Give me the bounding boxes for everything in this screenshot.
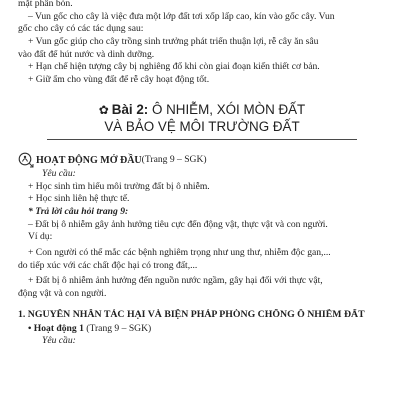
text-line: + Đất bị ô nhiễm ảnh hưởng đến nguồn nước ngầm, gây hại đối với thực vật,	[28, 275, 323, 287]
text-line: + Giữ ẩm cho vùng đất để rễ cây hoạt động tốt.	[28, 73, 210, 85]
text-line: + Học sinh liên hệ thực tế.	[28, 193, 130, 205]
lesson-title-line1: Ô NHIỄM, XÓI MÒN ĐẤT	[148, 101, 306, 117]
requirement-label: Yêu cầu:	[42, 168, 76, 180]
requirement-label: Yêu cầu:	[42, 335, 76, 347]
text-line: – Vun gốc cho cây là việc đưa một lớp đất tơi xốp lấp cao, kín vào gốc cây. Vun	[28, 10, 335, 22]
text-line: mặt phân bón.	[18, 0, 73, 9]
text-line: – Đất bị ô nhiễm gây ảnh hưởng tiêu cực đến động vật, thực vật và con người.	[28, 218, 328, 230]
activity-1-heading	[18, 323, 386, 336]
lesson-number: Bài 2:	[111, 101, 149, 117]
text-line: + Con người có thể mắc các bệnh nghiêm trọng như ung thư, nhiễm độc gan,...	[28, 247, 331, 259]
opening-activity-heading	[18, 152, 386, 168]
activity-1-label: • Hoạt động 1	[28, 322, 84, 334]
text-line: Ví dụ:	[28, 231, 53, 243]
text-line: + Học sinh tìm hiểu môi trường đất bị ô nhiễm.	[28, 180, 210, 192]
section-heading: 1. NGUYÊN NHÂN TÁC HẠI VÀ BIỆN PHÁP PHÒNG CHỐNG Ô NHIỄM ĐẤT	[18, 308, 365, 320]
text-line: do tiếp xúc với các chất độc hại có trong đất,...	[18, 259, 198, 271]
lesson-title-line2: VÀ BẢO VỆ MÔI TRƯỜNG ĐẤT	[104, 118, 300, 134]
flower-icon: ✿	[98, 102, 109, 117]
activity-icon	[18, 152, 34, 168]
text-line: + Vun gốc giúp cho cây trồng sinh trưởng phát triển thuận lợi, rễ cây ăn sâu	[28, 35, 319, 47]
opening-activity-ref: (Trang 9 – SGK)	[141, 153, 207, 165]
answer-label: * Trả lời câu hỏi trang 9:	[28, 206, 129, 218]
activity-1-ref: (Trang 9 – SGK)	[83, 322, 152, 334]
lesson-title	[47, 101, 357, 141]
text-line: vào đất để hút nước và dinh dưỡng.	[18, 48, 155, 60]
text-line: + Hạn chế hiện tượng cây bị nghiêng đổ khi còn giai đoạn kiến thiết cơ bản.	[28, 61, 320, 73]
opening-activity-title: HOẠT ĐỘNG MỞ ĐẦU	[36, 154, 142, 166]
text-line: động vật và con người.	[18, 288, 107, 300]
text-line: gốc cho cây có các tác dụng sau:	[18, 23, 144, 35]
